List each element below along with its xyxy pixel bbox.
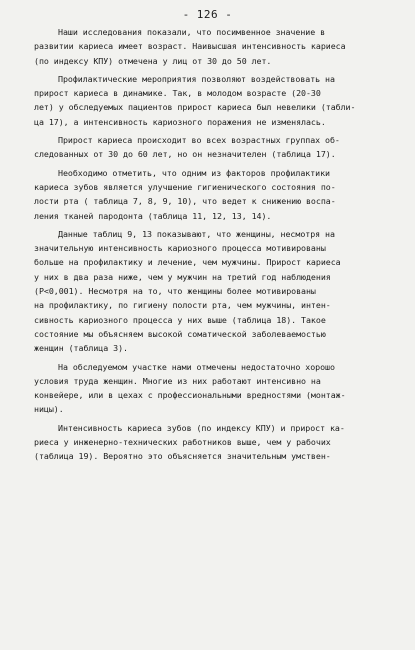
text-line: значительную интенсивность кариозного процесса мотивированы (34, 243, 326, 254)
text-line: (таблица 19). Вероятно это объясняется значительным умствен- (34, 451, 331, 462)
text-line: На обследуемом участке нами отмечены недостаточно хорошо (58, 361, 335, 372)
text-line: Прирост кариеса происходит во всех возрастных группах об- (58, 135, 340, 146)
text-line: состояние мы объясняем высокой соматической заболеваемостью (34, 328, 326, 339)
text-body (34, 25, 402, 464)
paragraph (34, 25, 402, 68)
text-line: сивность кариозного процесса у них выше (таблица 18). Такое (34, 314, 326, 325)
page-number: - 126 - (182, 8, 233, 21)
text-line: условия труда женщин. Многие из них работают интенсивно на (34, 375, 321, 386)
text-line: (Р<0,001). Несмотря на то, что женщины более мотивированы (34, 286, 316, 297)
paragraph (34, 133, 402, 162)
text-line: Необходимо отметить, что одним из факторов профилактики (58, 167, 330, 178)
text-line: ницы). (34, 404, 64, 415)
text-line: прирост кариеса в динамике. Так, в молодом возрасте (20-30 (34, 88, 321, 99)
paragraph (34, 360, 402, 417)
text-line: ления тканей пародонта (таблица 11, 12, 13, 14). (34, 210, 272, 221)
text-line: Данные таблиц 9, 13 показывают, что женщины, несмотря на (58, 228, 335, 239)
text-line: на профилактику, по гигиену полости рта, чем мужчины, интен- (34, 300, 331, 311)
text-line: Профилактические мероприятия позволяют воздействовать на (58, 73, 335, 84)
text-line: конвейере, или в цехах с профессиональными вредностями (монтаж- (34, 390, 346, 401)
text-line: (по индексу КПУ) отмечена у лиц от 30 до 50 лет. (34, 55, 272, 66)
text-line: лости рта ( таблица 7, 8, 9, 10), что ведет к снижению воспа- (34, 196, 336, 207)
text-line: у них в два раза ниже, чем у мужчин на третий год наблюдения (34, 271, 331, 282)
paragraph (34, 166, 402, 223)
paragraph (34, 72, 402, 129)
text-line: Интенсивность кариеса зубов (по индексу КПУ) и прирост ка- (58, 422, 345, 433)
text-line: лет) у обследуемых пациентов прирост кариеса был невелики (табли- (34, 102, 356, 113)
text-line: развитии кариеса имеет возраст. Наивысшая интенсивность кариеса (34, 41, 346, 52)
text-line: риеса у инженерно-технических работников выше, чем у рабочих (34, 437, 331, 448)
text-line: больше на профилактику и лечение, чем мужчины. Прирост кариеса (34, 257, 341, 268)
text-line: кариеса зубов является улучшение гигиенического состояния по- (34, 181, 336, 192)
text-line: Наши исследования показали, что посимвенное значение в (58, 27, 326, 37)
paragraph (34, 227, 402, 356)
text-line: следованных от 30 до 60 лет, но он незначителен (таблица 17). (34, 149, 336, 160)
paragraph (34, 421, 402, 464)
text-line: ца 17), а интенсивность кариозного поражения не изменялась. (34, 116, 326, 127)
text-line: женщин (таблица 3). (34, 343, 128, 354)
